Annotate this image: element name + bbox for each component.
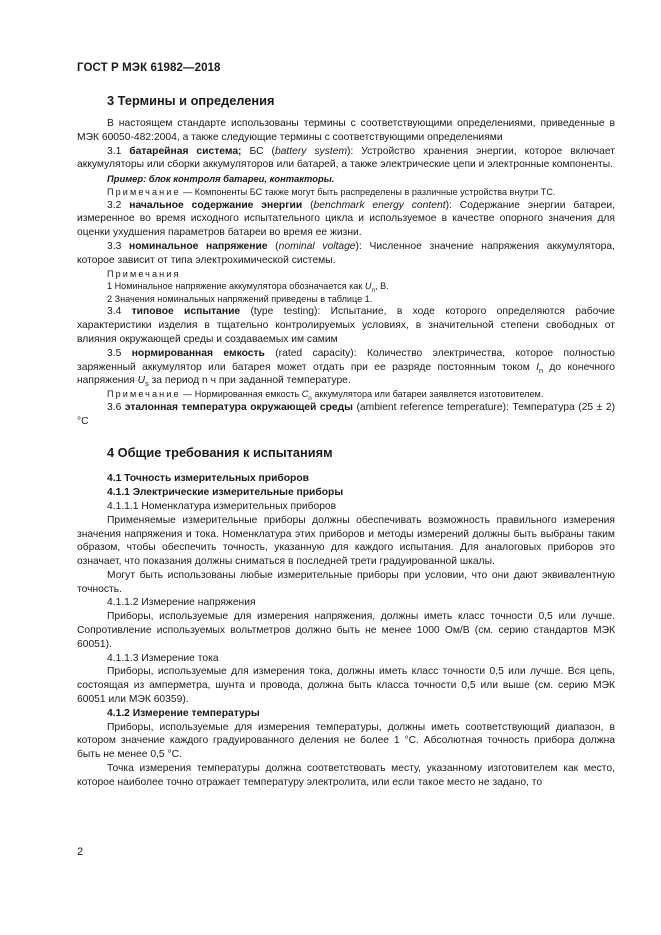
term-3-6: 3.6 эталонная температура окружающей среды (ambient reference temperature): Температура (25 ± 2) °C xyxy=(77,401,615,427)
paragraph-4-1-1-2: Приборы, используемые для измерения напряжения, должны иметь класс точности 0,5 или лучше. Сопротивление используемых вольтметров должно быть не менее 1000 Ом/В (см. серию стандартов МЭК 60051). xyxy=(77,611,615,650)
section-3-intro: В настоящем стандарте использованы термины с соответствующими определениями, приведенные в МЭК 60050-482:2004, а также следующие термины с соответствующими определениями xyxy=(77,118,615,143)
paragraph-4-1-2-b: Точка измерения температуры должна соответствовать месту, указанному изготовителем как место, которое наиболее точно отражает температуру электролита, или если такое место не задано, то xyxy=(77,763,615,788)
section-3-title: 3 Термины и определения xyxy=(107,93,275,108)
page-number: 2 xyxy=(77,846,84,858)
example-3-1: Пример: блок контроля батареи, контакторы. xyxy=(107,173,335,185)
note-3-1: Примечание — Компоненты БС также могут быть распределены в различные устройства внутри ТС. xyxy=(107,186,556,197)
term-3-1: 3.1 батарейная система; БС (battery system): Устройство хранения энергии, которое включает аккумуляторы или сборки аккумуляторов или батарей, а также электрические цепи и электронные компоненты. xyxy=(77,145,615,171)
page-content xyxy=(77,90,615,790)
term-3-5: 3.5 нормированная емкость (rated capacity): Количество электричества, которое полностью заряженный аккумулятор или батарея может отдать при ее разряде постоянным током $I_n$ до конечного напряжения $U_s$ за период n ч при заданной температуре. xyxy=(77,347,615,389)
paragraph-4-1-1-1-a: Применяемые измерительные приборы должны обеспечивать возможность правильного измерения значения напряжения и тока. Номенклатура этих приборов и методы измерений должны быть выбраны таким образом, чтобы обеспечить точность, указанную для каждого испытания. Для аналоговых приборов это означает, что показания должны сниматься в последней трети градуированной шкалы. xyxy=(77,514,615,568)
section-4-1-1-1-title: 4.1.1.1 Номенклатура измерительных приборов xyxy=(107,500,337,512)
section-4-1-2-title: 4.1.2 Измерение температуры xyxy=(107,707,260,719)
note-3-3-1: 1 Номинальное напряжение аккумулятора обозначается как $U_n$, В. xyxy=(107,281,389,294)
term-3-3: 3.3 номинальное напряжение (nominal voltage): Численное значение напряжения аккумулятора, которое зависит от типа электрохимической системы. xyxy=(77,240,615,266)
paragraph-4-1-1-3: Приборы, используемые для измерения тока, должны иметь класс точности 0,5 или лучше. Вся цепь, состоящая из амперметра, шунта и провода, должна быть класса точности 0,5 или выше (см. серию МЭК 60051 или МЭК 60359). xyxy=(77,666,615,706)
term-3-2: 3.2 начальное содержание энергии (benchmark energy content): Содержание энергии батареи, измеренное во время исходного испытательного цикла и используемое в качестве опорного значения для оценки ухудшения параметров батареи во время ее жизни. xyxy=(77,199,615,239)
standard-header: ГОСТ Р МЭК 61982—2018 xyxy=(77,62,221,74)
term-3-4: 3.4 типовое испытание (type testing): Испытание, в ходе которого определяются рабочие характеристики изделия в тщательно контролируемых условиях, в значительной степени свободных от влияния окружающей среды и создаваемых им самим xyxy=(77,306,615,345)
paragraph-4-1-2-a: Приборы, используемые для измерения температуры, должны иметь соответствующий диапазон, в котором значение каждого градуированного деления не более 1 °C. Абсолютная точность прибора должна быть не менее 0,5 °C. xyxy=(77,721,615,761)
section-4-title: 4 Общие требования к испытаниям xyxy=(107,445,333,461)
note-3-5: Примечание — Нормированная емкость $C_n$ аккумулятора или батареи заявляется изготовителем. xyxy=(107,389,544,402)
section-4-1-1-title: 4.1.1 Электрические измерительные приборы xyxy=(107,487,344,499)
section-4-1-1-3-title: 4.1.1.3 Измерение тока xyxy=(107,652,219,664)
notes-3-3-label: Примечания xyxy=(107,268,181,279)
section-4-1-title: 4.1 Точность измерительных приборов xyxy=(107,473,309,485)
paragraph-4-1-1-1-b: Могут быть использованы любые измерительные приборы при условии, что они дают эквивалентную точность. xyxy=(77,569,615,595)
section-4-1-1-2-title: 4.1.1.2 Измерение напряжения xyxy=(107,597,256,609)
note-3-3-2: 2 Значения номинальных напряжений приведены в таблице 1. xyxy=(107,293,373,304)
